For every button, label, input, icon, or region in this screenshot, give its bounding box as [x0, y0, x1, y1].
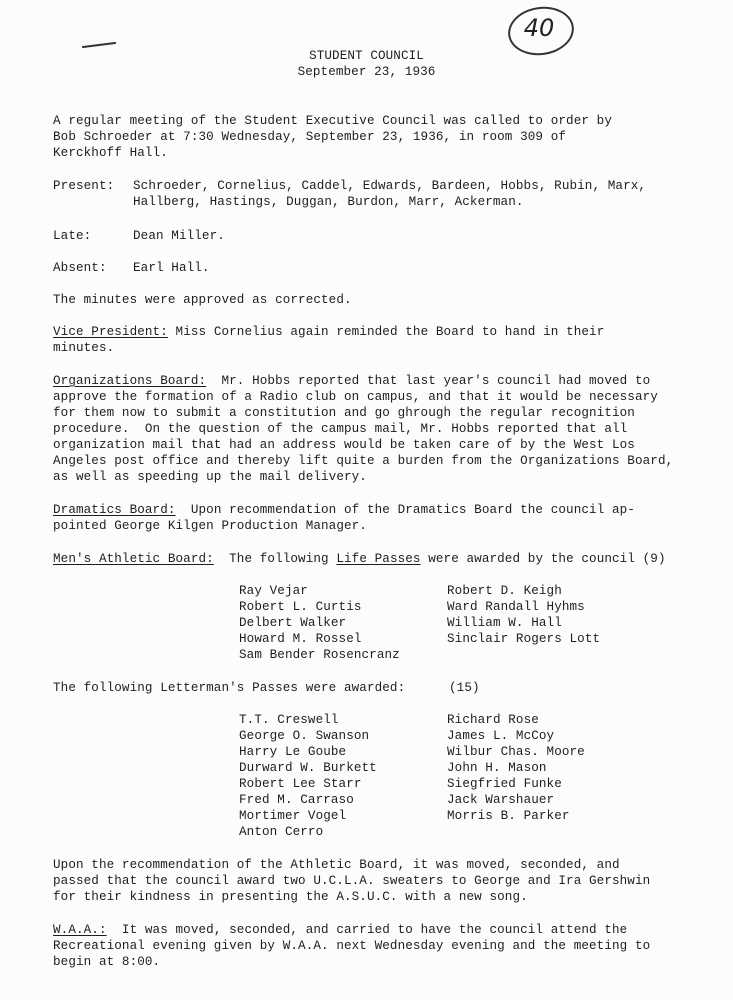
late-label: Late:: [53, 229, 92, 243]
waa-text: Recreational evening given by W.A.A. next Wednesday evening and the meeting to: [53, 939, 651, 953]
letterman-name: Mortimer Vogel: [239, 809, 347, 823]
letterman-name: Jack Warshauer: [447, 793, 555, 807]
letterman-name: James L. McCoy: [447, 729, 555, 743]
letterman-count: (15): [449, 681, 480, 695]
life-passes-label: Life Passes: [336, 552, 421, 566]
recommendation-text: for their kindness in presenting the A.S.U.C. with a new song.: [53, 890, 528, 904]
organizations-text: procedure. On the question of the campus mail, Mr. Hobbs reported that all: [53, 422, 628, 436]
present-names: Hallberg, Hastings, Duggan, Burdon, Marr, Ackerman.: [133, 195, 524, 209]
life-pass-name: Ray Vejar: [239, 584, 308, 598]
organizations-text: Angeles post office and thereby lift quite a burden from the Organizations Board,: [53, 454, 674, 468]
life-pass-name: Robert L. Curtis: [239, 600, 362, 614]
life-pass-name: Howard M. Rossel: [239, 632, 362, 646]
letterman-name: T.T. Creswell: [239, 713, 339, 727]
letterman-name: Anton Cerro: [239, 825, 324, 839]
dramatics-text: Upon recommendation of the Dramatics Board the council ap-: [175, 503, 635, 517]
letterman-name: Robert Lee Starr: [239, 777, 362, 791]
intro-line: Kerckhoff Hall.: [53, 146, 168, 160]
organizations-text: as well as speeding up the mail delivery.: [53, 470, 367, 484]
waa-heading: W.A.A.:: [53, 923, 107, 937]
present-label: Present:: [53, 179, 115, 193]
present-names: Schroeder, Cornelius, Caddel, Edwards, Bardeen, Hobbs, Rubin, Marx,: [133, 179, 647, 193]
letterman-name: George O. Swanson: [239, 729, 370, 743]
letterman-name: Siegfried Funke: [447, 777, 562, 791]
recommendation-text: Upon the recommendation of the Athletic Board, it was moved, seconded, and: [53, 858, 620, 872]
life-pass-name: Ward Randall Hyhms: [447, 600, 585, 614]
late-value: Dean Miller.: [133, 229, 225, 243]
dramatics-text: pointed George Kilgen Production Manager.: [53, 519, 367, 533]
document-title: STUDENT COUNCIL: [309, 49, 424, 63]
vice-president-paragraph: [53, 324, 604, 340]
waa-text: begin at 8:00.: [53, 955, 161, 969]
organizations-heading: Organizations Board:: [53, 374, 207, 388]
life-pass-name: Sam Bender Rosencranz: [239, 648, 400, 662]
absent-value: Earl Hall.: [133, 261, 210, 275]
organizations-text: approve the formation of a Radio club on campus, and that it would be necessary: [53, 390, 658, 404]
intro-line: A regular meeting of the Student Executive Council was called to order by: [53, 114, 612, 128]
life-pass-name: William W. Hall: [447, 616, 562, 630]
dramatics-heading: Dramatics Board:: [53, 503, 176, 517]
mens-athletic-paragraph: [53, 551, 666, 567]
life-pass-name: Sinclair Rogers Lott: [447, 632, 601, 646]
letterman-name: John H. Mason: [447, 761, 547, 775]
letterman-name: Morris B. Parker: [447, 809, 570, 823]
minutes-approval: The minutes were approved as corrected.: [53, 293, 352, 307]
waa-text: It was moved, seconded, and carried to have the council attend the: [106, 923, 628, 937]
dramatics-paragraph: [53, 502, 635, 518]
recommendation-text: passed that the council award two U.C.L.A. sweaters to George and Ira Gershwin: [53, 874, 651, 888]
letterman-name: Wilbur Chas. Moore: [447, 745, 585, 759]
absent-label: Absent:: [53, 261, 107, 275]
organizations-text: Mr. Hobbs reported that last year's council had moved to: [206, 374, 651, 388]
mens-athletic-text: were awarded by the council (9): [420, 552, 666, 566]
vice-president-text: minutes.: [53, 341, 115, 355]
organizations-paragraph: [53, 373, 650, 389]
document-date: September 23, 1936: [297, 65, 436, 79]
intro-line: Bob Schroeder at 7:30 Wednesday, September 23, 1936, in room 309 of: [53, 130, 567, 144]
page-number: 40: [523, 14, 555, 42]
life-pass-name: Delbert Walker: [239, 616, 347, 630]
organizations-text: organization mail that had an address would be taken care of by the West Los: [53, 438, 635, 452]
life-pass-name: Robert D. Keigh: [447, 584, 562, 598]
letterman-name: Richard Rose: [447, 713, 539, 727]
letterman-name: Fred M. Carraso: [239, 793, 354, 807]
organizations-text: for them now to submit a constitution and go ghrough the regular recognition: [53, 406, 635, 420]
mens-athletic-heading: Men's Athletic Board:: [53, 552, 214, 566]
vice-president-text: Miss Cornelius again reminded the Board to hand in their: [167, 325, 605, 339]
letterman-name: Harry Le Goube: [239, 745, 347, 759]
waa-paragraph: [53, 922, 627, 938]
mens-athletic-text: The following: [213, 552, 337, 566]
letterman-name: Durward W. Burkett: [239, 761, 377, 775]
vice-president-heading: Vice President:: [53, 325, 168, 339]
letterman-intro: The following Letterman's Passes were awarded:: [53, 681, 406, 695]
